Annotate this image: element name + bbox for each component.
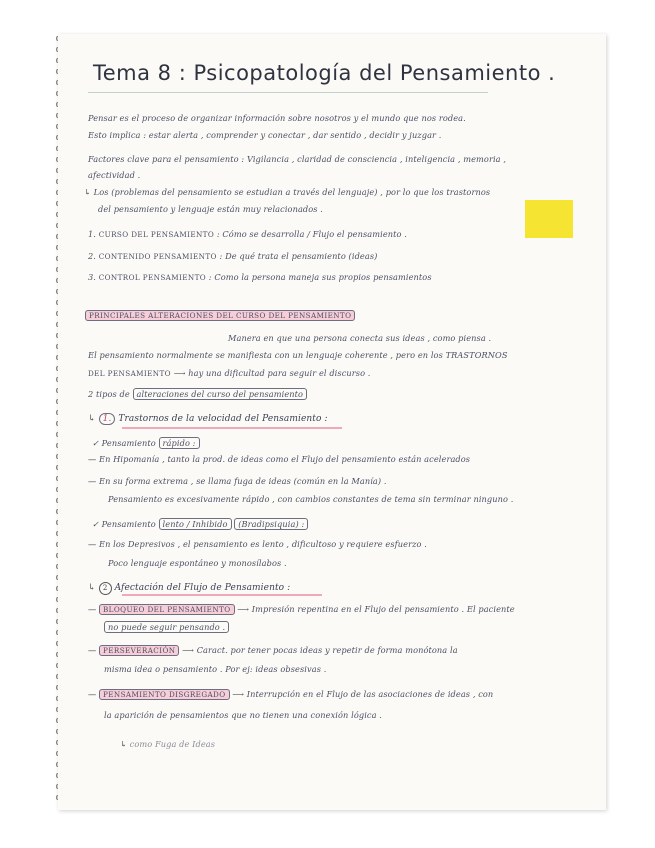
point-1-text: : Cómo se desarrolla / Flujo el pensamiento .: [216, 229, 407, 239]
rapid-line-2: — En Hipomanía , tanto la prod. de ideas como el Flujo del pensamiento están acelerados: [88, 454, 471, 464]
arrow-curve-icon: ↳: [120, 739, 127, 749]
notebook-page: [58, 34, 606, 810]
persev-line-1: — PERSEVERACIÓN ⟶ Caract. por tener pocas ideas y repetir de forma monótona la: [88, 645, 458, 655]
heading-2-number: 2: [99, 582, 112, 595]
section-line-3-text: hay una dificultad para seguir el discurso .: [188, 368, 371, 378]
arrow-right-icon: ⟶: [232, 689, 245, 699]
persev-text: Caract. por tener pocas ideas y repetir de forma monótona la: [196, 645, 458, 655]
rapid-line-1: ✓ Pensamiento rápido :: [92, 438, 200, 448]
point-2: 2. CONTENIDO PENSAMIENTO : De qué trata el pensamiento (ideas): [88, 251, 378, 261]
heading-2-text: Afectación del Flujo de Pensamiento :: [114, 583, 291, 593]
block-text-2: no puede seguir pensando .: [104, 621, 229, 633]
intro-line-1: Pensar es el proceso de organizar información sobre nosotros y el mundo que nos rodea.: [88, 113, 466, 123]
intro-line-2: Esto implica : estar alerta , comprender y conectar , dar sentido , decidir y juzgar .: [88, 130, 442, 140]
slow-box-2: (Bradipsiquia) :: [234, 518, 308, 530]
section-line-4-prefix: 2 tipos de: [88, 389, 130, 399]
problems-line-1: [84, 187, 490, 197]
problems-line-2: del pensamiento y lenguaje están muy relacionados .: [98, 204, 324, 214]
heading-1-text: Trastornos de la velocidad del Pensamiento :: [118, 414, 328, 424]
slow-line-1: ✓ Pensamiento lento / Inhibido (Bradipsiquia) :: [92, 519, 308, 529]
heading-1-highlight: [122, 427, 342, 429]
disgreg-line-3: [120, 739, 215, 749]
disgreg-note: como Fuga de Ideas: [129, 739, 216, 749]
sticky-note: [525, 200, 573, 238]
slow-line-2: — En los Depresivos , el pensamiento es lento , dificultoso y requiere esfuerzo .: [88, 539, 427, 549]
persev-line-2: misma idea o pensamiento . Por ej: ideas obsesivas .: [104, 664, 327, 674]
slow-box: lento / Inhibido: [159, 518, 232, 530]
arrow-icon: ↳: [88, 583, 96, 593]
rapid-box: rápido :: [159, 437, 200, 449]
heading-1: [88, 414, 328, 424]
arrow-right-icon: ⟶: [173, 368, 186, 378]
problems-text-1: Los (problemas del pensamiento se estudian a través del lenguaje) , por lo que los trastornos: [93, 187, 491, 197]
block-line-1: — BLOQUEO DEL PENSAMIENTO ⟶ Impresión repentina en el Flujo del pensamiento . El paciente: [88, 604, 515, 614]
arrow-icon: ↳: [84, 187, 91, 197]
intro-line-3: Factores clave para el pensamiento : Vigilancia , claridad de consciencia , inteligencia , memoria ,: [88, 154, 507, 164]
block-label: BLOQUEO DEL PENSAMIENTO: [99, 604, 235, 615]
section-title-text: PRINCIPALES ALTERACIONES DEL CURSO DEL PENSAMIENTO: [85, 310, 355, 321]
point-3-label: CONTROL PENSAMIENTO: [98, 273, 207, 282]
block-line-2: [104, 622, 229, 632]
point-1: 1. CURSO DEL PENSAMIENTO : Cómo se desarrolla / Flujo el pensamiento .: [88, 229, 407, 239]
heading-2-highlight: [122, 594, 322, 596]
section-line-4-box: alteraciones del curso del pensamiento: [133, 388, 308, 400]
section-line-3-label: DEL PENSAMIENTO: [88, 369, 171, 378]
arrow-icon: ↳: [88, 414, 96, 424]
block-text: Impresión repentina en el Flujo del pensamiento . El paciente: [251, 604, 515, 614]
arrow-right-icon: ⟶: [182, 645, 194, 655]
title-underline: [88, 92, 488, 93]
section-title: [85, 310, 355, 320]
point-1-label: CURSO DEL PENSAMIENTO: [98, 230, 215, 239]
point-2-text: : De qué trata el pensamiento (ideas): [219, 251, 378, 261]
slow-label: Pensamiento: [101, 519, 156, 529]
disgreg-label: PENSAMIENTO DISGREGADO: [99, 689, 230, 700]
section-line-2: El pensamiento normalmente se manifiesta con un lenguaje coherente , pero en los TRASTORNOS: [88, 350, 508, 360]
intro-line-4: afectividad .: [88, 170, 141, 180]
section-line-1: Manera en que una persona conecta sus ideas , como piensa .: [228, 333, 492, 343]
page-title: Tema 8 : Psicopatología del Pensamiento .: [93, 61, 556, 85]
rapid-line-3: — En su forma extrema , se llama fuga de ideas (común en la Manía) .: [88, 476, 387, 486]
arrow-right-icon: ⟶: [237, 604, 250, 614]
slow-line-3: Poco lenguaje espontáneo y monosílabos .: [108, 558, 287, 568]
section-line-4: [88, 389, 307, 399]
point-2-label: CONTENIDO PENSAMIENTO: [98, 252, 217, 261]
heading-1-number: 1.: [99, 413, 116, 425]
section-line-3: [88, 368, 371, 378]
point-3: 3. CONTROL PENSAMIENTO : Como la persona maneja sus propios pensamientos: [88, 272, 432, 282]
persev-label: PERSEVERACIÓN: [99, 645, 179, 656]
disgreg-line-1: — PENSAMIENTO DISGREGADO ⟶ Interrupción en el Flujo de las asociaciones de ideas , con: [88, 689, 494, 699]
point-3-text: : Como la persona maneja sus propios pensamientos: [208, 272, 432, 282]
disgreg-line-2: la aparición de pensamientos que no tienen una conexión lógica .: [104, 710, 383, 720]
rapid-label: Pensamiento: [101, 438, 156, 448]
disgreg-text: Interrupción en el Flujo de las asociaciones de ideas , con: [246, 689, 494, 699]
rapid-line-4: Pensamiento es excesivamente rápido , con cambios constantes de tema sin terminar ninguno .: [108, 494, 514, 504]
